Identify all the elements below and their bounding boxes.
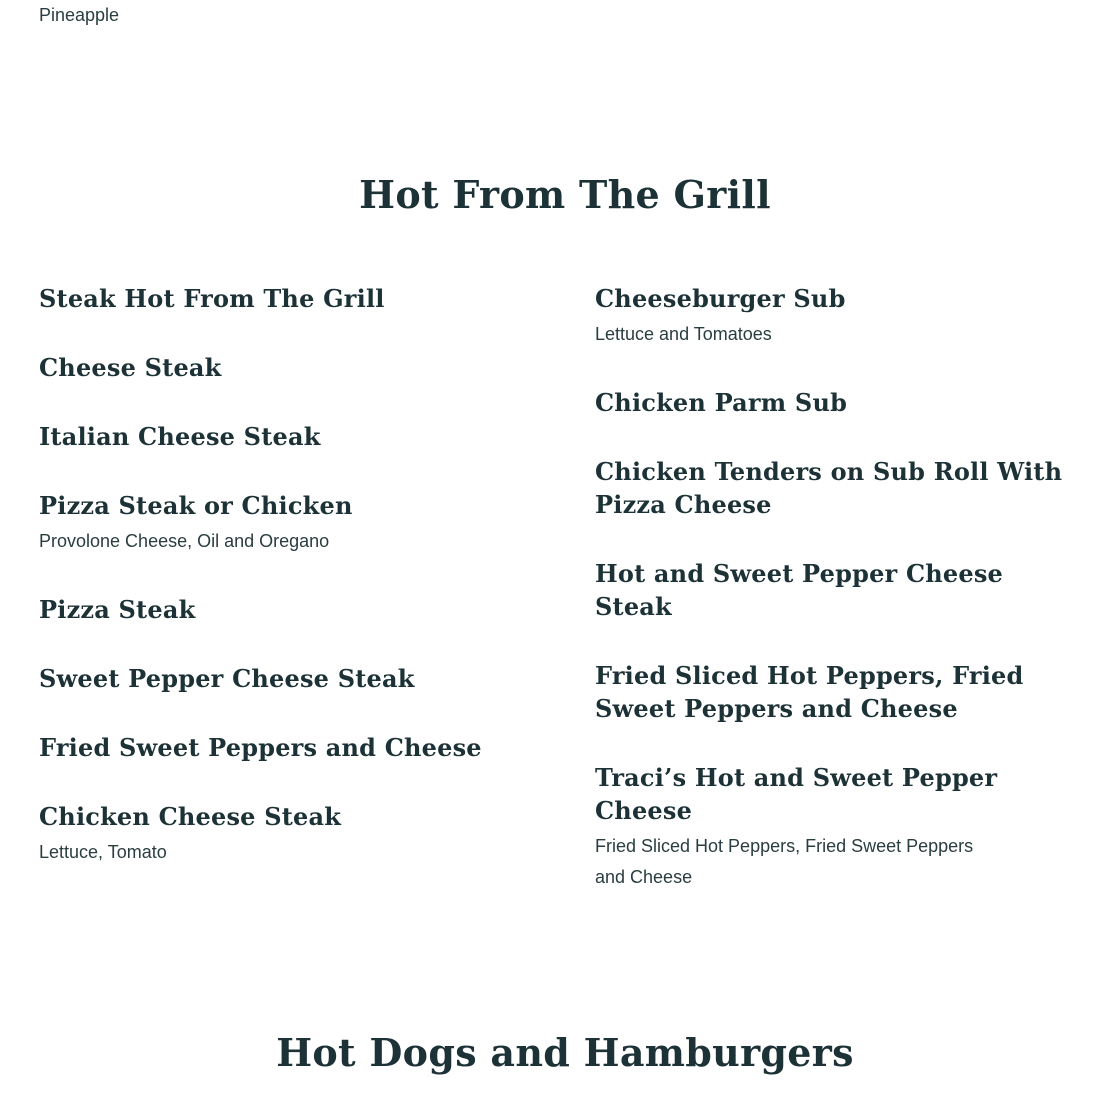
menu-item-description: Lettuce and Tomatoes [595, 324, 772, 344]
menu-item [595, 659, 1075, 725]
menu-item-name: Cheeseburger Sub [595, 284, 846, 313]
menu-item-name: Steak Hot From The Grill [39, 284, 385, 313]
menu-item [39, 489, 539, 557]
menu-item-name: Traci’s Hot and Sweet Pepper Cheese [595, 763, 998, 825]
menu-item [595, 282, 1075, 350]
menu-item [39, 351, 539, 384]
menu-item [595, 557, 1075, 623]
menu-item [39, 731, 539, 764]
menu-item-name: Fried Sweet Peppers and Cheese [39, 733, 482, 762]
menu-item-name: Hot and Sweet Pepper Cheese Steak [595, 559, 1004, 621]
menu-item-name: Chicken Cheese Steak [39, 802, 342, 831]
menu-item-name: Chicken Tenders on Sub Roll With Pizza Cheese [595, 457, 1063, 519]
menu-item-name: Sweet Pepper Cheese Steak [39, 664, 415, 693]
menu-column-left [39, 282, 539, 904]
menu-item [39, 662, 539, 695]
menu-item [39, 800, 539, 868]
menu-item [39, 282, 539, 315]
menu-item-name: Pizza Steak [39, 595, 196, 624]
menu-item-name: Fried Sliced Hot Peppers, Fried Sweet Peppers and Cheese [595, 661, 1024, 723]
menu-column-right [595, 282, 1075, 929]
menu-item [39, 593, 539, 626]
menu-item [595, 455, 1075, 521]
menu-item-name: Chicken Parm Sub [595, 388, 848, 417]
menu-item-name: Pizza Steak or Chicken [39, 491, 353, 520]
menu-item-name: Italian Cheese Steak [39, 422, 321, 451]
menu-item-description: Pineapple [39, 5, 120, 25]
menu-item-name: Cheese Steak [39, 353, 222, 382]
section-title-hot-dogs-and-hamburgers: Hot Dogs and Hamburgers [276, 1030, 854, 1075]
menu-item-description: Fried Sliced Hot Peppers, Fried Sweet Peppers and Cheese [595, 836, 974, 887]
menu-item [595, 386, 1075, 419]
section-title-hot-from-the-grill: Hot From The Grill [359, 172, 771, 217]
menu-item-description: Lettuce, Tomato [39, 842, 167, 862]
menu-item [39, 420, 539, 453]
menu-item [595, 761, 1075, 893]
menu-item-description: Provolone Cheese, Oil and Oregano [39, 531, 330, 551]
